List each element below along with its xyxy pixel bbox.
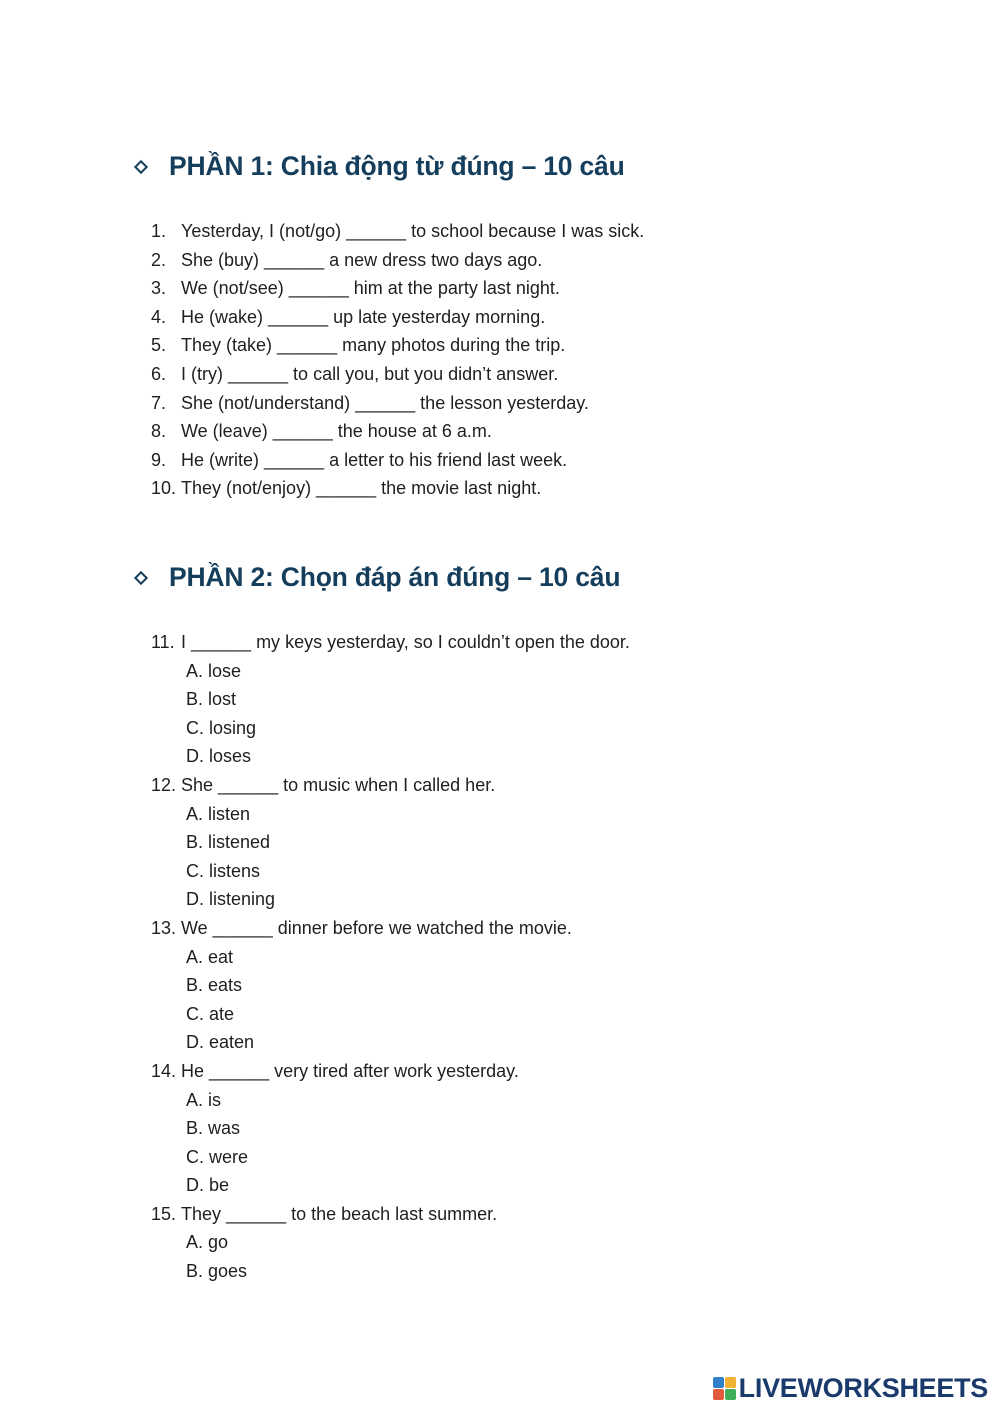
question-number: 14. <box>151 1060 177 1081</box>
question-text: We (not/see) ______ him at the party last night. <box>181 278 560 299</box>
answer-options <box>151 1086 630 1200</box>
question-7 <box>151 389 644 418</box>
answer-option[interactable]: C. listens <box>186 860 261 881</box>
question-number: 5. <box>151 335 167 356</box>
logo-mark-tile <box>713 1377 724 1388</box>
answer-option[interactable]: B. eats <box>186 975 243 996</box>
question-number: 15. <box>151 1203 177 1224</box>
question-number: 8. <box>151 421 167 442</box>
question-text: She (not/understand) ______ the lesson yesterday. <box>181 392 589 413</box>
question-4 <box>151 303 644 332</box>
answer-option[interactable]: B. lost <box>186 689 237 710</box>
question-number: 7. <box>151 392 167 413</box>
question-14 <box>151 1057 630 1200</box>
answer-option[interactable]: D. listening <box>186 889 276 910</box>
part2-heading <box>133 562 620 593</box>
question-8 <box>151 417 644 446</box>
answer-option[interactable]: A. eat <box>186 946 234 967</box>
question-number: 1. <box>151 221 167 241</box>
question-number: 9. <box>151 449 167 470</box>
logo-mark-tile <box>713 1389 724 1400</box>
question-12 <box>151 771 630 914</box>
question-text: They (not/enjoy) ______ the movie last night. <box>181 478 542 499</box>
part2-question-list <box>151 628 630 1286</box>
question-6 <box>151 360 644 389</box>
part1-heading-text: PHẦN 1: Chia động từ đúng – 10 câu <box>169 151 625 181</box>
answer-option[interactable]: A. lose <box>186 660 242 681</box>
question-text: Yesterday, I (not/go) ______ to school because I was sick. <box>181 221 645 241</box>
logo-mark-tile <box>725 1389 736 1400</box>
question-number: 12. <box>151 774 177 795</box>
question-text: We (leave) ______ the house at 6 a.m. <box>181 421 492 442</box>
question-number: 6. <box>151 363 167 384</box>
answer-option[interactable]: D. eaten <box>186 1032 255 1053</box>
answer-option[interactable]: A. is <box>186 1089 222 1110</box>
question-text: I ______ my keys yesterday, so I couldn’t open the door. <box>181 632 630 652</box>
question-1 <box>151 217 644 246</box>
answer-option[interactable]: B. goes <box>186 1261 248 1282</box>
answer-options <box>151 943 630 1057</box>
answer-option[interactable]: A. listen <box>186 803 251 824</box>
question-9 <box>151 446 644 475</box>
answer-option[interactable]: B. was <box>186 1118 241 1139</box>
answer-option[interactable]: C. losing <box>186 717 257 738</box>
question-text: They (take) ______ many photos during the trip. <box>181 335 566 356</box>
answer-option[interactable]: C. were <box>186 1146 249 1167</box>
answer-options <box>151 800 630 914</box>
answer-option[interactable]: C. ate <box>186 1003 235 1024</box>
answer-options <box>151 1228 630 1285</box>
answer-options <box>151 657 630 771</box>
part1-heading <box>133 151 625 182</box>
question-number: 4. <box>151 306 167 327</box>
diamond-bullet-icon <box>134 159 148 173</box>
question-text: He (wake) ______ up late yesterday morning. <box>181 306 546 327</box>
question-text: She (buy) ______ a new dress two days ago. <box>181 249 543 270</box>
question-number: 10. <box>151 478 177 499</box>
liveworksheets-logo <box>713 1373 988 1404</box>
answer-option[interactable]: D. loses <box>186 746 252 767</box>
question-number: 2. <box>151 249 167 270</box>
question-text: She ______ to music when I called her. <box>181 774 496 795</box>
question-15 <box>151 1200 630 1286</box>
question-5 <box>151 331 644 360</box>
answer-option[interactable]: B. listened <box>186 832 271 853</box>
logo-mark-icon <box>713 1377 736 1400</box>
question-number: 13. <box>151 917 177 938</box>
answer-option[interactable]: A. go <box>186 1232 229 1253</box>
part1-question-list <box>151 217 644 503</box>
question-3 <box>151 274 644 303</box>
question-text: They ______ to the beach last summer. <box>181 1203 498 1224</box>
diamond-bullet-icon <box>134 570 148 584</box>
question-text: He ______ very tired after work yesterday. <box>181 1060 519 1081</box>
part2-heading-text: PHẦN 2: Chọn đáp án đúng – 10 câu <box>169 562 621 592</box>
logo-mark-tile <box>725 1377 736 1388</box>
question-10 <box>151 474 644 503</box>
question-text: We ______ dinner before we watched the movie. <box>181 917 572 938</box>
answer-option[interactable]: D. be <box>186 1175 230 1196</box>
question-13 <box>151 914 630 1057</box>
question-text: He (write) ______ a letter to his friend last week. <box>181 449 568 470</box>
question-number: 3. <box>151 278 167 299</box>
question-number: 11. <box>151 632 175 652</box>
question-2 <box>151 246 644 275</box>
question-11 <box>151 628 630 771</box>
logo-text: LIVEWORKSHEETS <box>738 1373 988 1403</box>
question-text: I (try) ______ to call you, but you didn’t answer. <box>181 363 559 384</box>
